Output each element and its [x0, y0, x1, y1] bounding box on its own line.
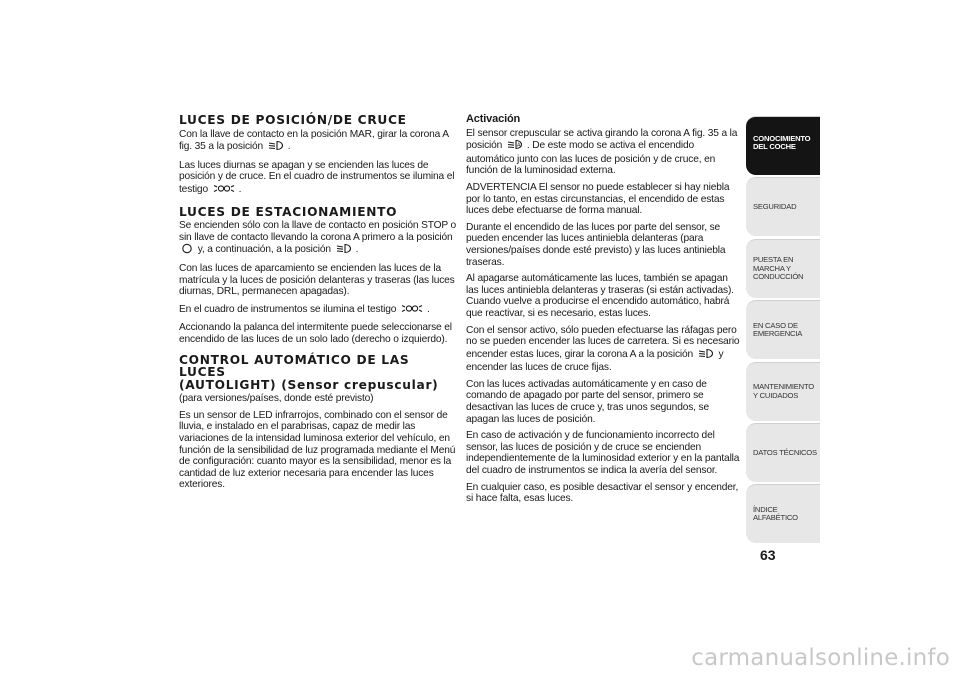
tab-mantenimiento[interactable]: MANTENIMIENTO Y CUIDADOS	[746, 362, 820, 421]
section-parking-lights	[179, 206, 457, 346]
section-title: LUCES DE ESTACIONAMIENTO	[179, 204, 398, 219]
low-beam-headlight-icon	[336, 243, 352, 258]
paragraph: Se encienden sólo con la llave de contacto en posición STOP o sin llave de contacto llevando la corona A primero a la posición y, a continuación, a la posición .	[179, 220, 457, 258]
paragraph: En cualquier caso, es posible desactivar el sensor y encender, si hace falta, esas luces.	[466, 481, 739, 505]
paragraph: En caso de activación y de funcionamiento incorrecto del sensor, las luces de posición y de cruce se encienden independientemente de la luminosidad exterior y en la pantalla del cuadro de instrumentos se indica la avería del sensor.	[466, 430, 740, 477]
tab-puesta-en-marcha[interactable]: PUESTA EN MARCHA Y CONDUCCIÓN	[746, 239, 820, 298]
paragraph: Es un sensor de LED infrarrojos, combinado con el sensor de lluvia, e instalado en el parabrisas, capaz de medir las variaciones de la intensidad luminosa exterior del vehículo, en función de la sensibilidad de luz programada mediante el Menú de configuración: cuanto mayor es la sensibilidad, menor es la cantidad de luz exterior necesaria para encender las luces exteriores.	[179, 409, 456, 491]
tab-seguridad[interactable]: SEGURIDAD	[746, 177, 820, 236]
low-beam-headlight-icon	[268, 140, 284, 155]
position-lights-indicator-icon	[213, 183, 235, 198]
paragraph: Con las luces de aparcamiento se encienden las luces de la matrícula y la luces de posición delanteras y traseras (las luces diurnas, DRL, permanecen apagadas).	[179, 262, 455, 298]
paragraph: Con las luces activadas automáticamente y en caso de comando de apagado por parte del sensor, primero se desactivan las luces de cruce y, tras unos segundos, se apagan las luces de posición.	[466, 378, 709, 425]
position-lights-indicator-icon	[401, 303, 423, 318]
paragraph: Con el sensor activo, sólo pueden efectuarse las ráfagas pero no se pueden encender las luces de carretera. Si es necesario encender estas luces, girar la corona A a la posición y encender las luces de cruce fijas.	[466, 324, 740, 374]
section-title: CONTROL AUTOMÁTICO DE LAS LUCES (AUTOLIGHT) (Sensor crepuscular)	[179, 352, 439, 392]
low-beam-headlight-icon	[698, 348, 714, 363]
paragraph: Con la llave de contacto en la posición MAR, girar la corona A fig. 35 a la posición .	[179, 129, 457, 155]
section-note: (para versiones/países, donde esté previsto)	[179, 393, 374, 405]
section-autolight	[179, 354, 457, 492]
subsection-title: Activación	[466, 113, 521, 125]
paragraph: Durante el encendido de las luces por parte del sensor, se pueden encender las luces antiniebla delanteras (para versiones/países donde esté previsto) y las luces antiniebla traseras.	[466, 221, 726, 268]
watermark: carmanualsonline.info	[691, 645, 950, 671]
paragraph: Las luces diurnas se apagan y se encienden las luces de posición y de cruce. En el cuadro de instrumentos se ilumina el testigo .	[179, 160, 457, 198]
right-column	[466, 114, 742, 510]
tab-datos-tecnicos[interactable]: DATOS TÉCNICOS	[746, 423, 820, 482]
paragraph: Accionando la palanca del intermitente puede seleccionarse el encendido de las luces de un solo lado (derecho o izquierdo).	[179, 322, 452, 345]
tab-indice-alfabetico[interactable]: ÍNDICE ALFABÉTICO	[746, 484, 820, 543]
paragraph: Al apagarse automáticamente las luces, también se apagan las luces antiniebla delanteras y traseras (si están activadas). Cuando vuelve a producirse el encendido automático, habrá que reactivar, si es necesario, estas luces.	[466, 273, 734, 319]
tab-conocimiento-del-coche[interactable]: CONOCIMIENTO DEL COCHE	[746, 116, 820, 175]
tab-en-caso-de-emergencia[interactable]: EN CASO DE EMERGENCIA	[746, 300, 820, 359]
svg-text:A: A	[516, 142, 521, 149]
paragraph: El sensor crepuscular se activa girando la corona A fig. 35 a la posición A . De este modo se activa el encendido automático junto con las luces de posición y de cruce, en función de la luminosidad externa.	[466, 127, 738, 177]
off-position-icon	[181, 243, 193, 258]
chapter-tabs	[746, 116, 820, 546]
page-number: 63	[760, 547, 776, 563]
paragraph: En el cuadro de instrumentos se ilumina el testigo .	[179, 303, 457, 318]
left-column	[179, 114, 457, 499]
paragraph: ADVERTENCIA El sensor no puede establecer si hay niebla por lo tanto, en estas circunstancias, el encendido de estas luces debe efectuarse de forma manual.	[466, 181, 730, 217]
section-position-low-beam	[179, 114, 457, 198]
auto-light-icon	[507, 139, 525, 154]
section-title: LUCES DE POSICIÓN/DE CRUCE	[179, 113, 407, 127]
